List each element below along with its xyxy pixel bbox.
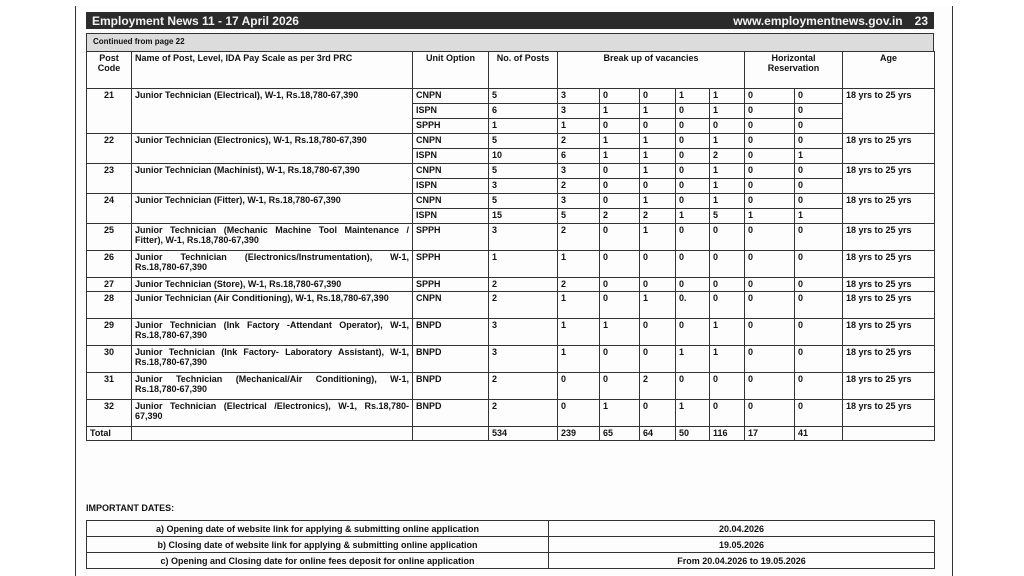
masthead-website: www.employmentnews.gov.in bbox=[733, 13, 903, 28]
posts-cell: 2 bbox=[489, 373, 558, 400]
breakup-cell: 0 bbox=[710, 224, 745, 251]
header-age: Age bbox=[843, 52, 935, 89]
important-dates-title: IMPORTANT DATES: bbox=[86, 503, 175, 513]
post-code-cell: 26 bbox=[87, 251, 132, 278]
breakup-cell: 1 bbox=[600, 104, 640, 119]
horizontal-cell: 0 bbox=[795, 104, 843, 119]
total-label: Total bbox=[87, 427, 132, 441]
vacancy-table bbox=[86, 51, 935, 441]
empty-cell bbox=[843, 427, 935, 441]
post-code-cell: 28 bbox=[87, 292, 132, 319]
table-row bbox=[87, 400, 935, 427]
breakup-cell: 1 bbox=[640, 194, 676, 209]
breakup-cell: 0 bbox=[600, 373, 640, 400]
age-cell: 18 yrs to 25 yrs bbox=[843, 319, 935, 346]
unit-option-cell: SPPH bbox=[413, 278, 489, 292]
total-value: 50 bbox=[676, 427, 710, 441]
horizontal-cell: 0 bbox=[745, 149, 795, 164]
breakup-cell: 0 bbox=[600, 194, 640, 209]
unit-option-cell: BNPD bbox=[413, 400, 489, 427]
post-code-cell: 31 bbox=[87, 373, 132, 400]
unit-option-cell: SPPH bbox=[413, 224, 489, 251]
post-name-cell: Junior Technician (Ink Factory- Laboratory Assistant), W-1, Rs.18,780-67,390 bbox=[132, 346, 413, 373]
breakup-cell: 0 bbox=[558, 400, 600, 427]
post-code-cell: 21 bbox=[87, 89, 132, 134]
unit-option-cell: CNPN bbox=[413, 292, 489, 319]
table-row bbox=[87, 224, 935, 251]
empty-cell bbox=[132, 427, 413, 441]
breakup-cell: 0. bbox=[676, 292, 710, 319]
posts-cell: 2 bbox=[489, 400, 558, 427]
breakup-cell: 1 bbox=[676, 209, 710, 224]
horizontal-cell: 1 bbox=[795, 209, 843, 224]
date-row bbox=[87, 521, 935, 537]
breakup-cell: 2 bbox=[558, 278, 600, 292]
breakup-cell: 0 bbox=[640, 346, 676, 373]
breakup-cell: 1 bbox=[710, 194, 745, 209]
header-post-code: Post Code bbox=[87, 52, 132, 89]
breakup-cell: 3 bbox=[558, 104, 600, 119]
breakup-cell: 0 bbox=[600, 179, 640, 194]
post-name-cell: Junior Technician (Mechanic Machine Tool Maintenance / Fitter), W-1, Rs.18,780-67,390 bbox=[132, 224, 413, 251]
breakup-cell: 2 bbox=[558, 134, 600, 149]
important-dates-table bbox=[86, 520, 935, 569]
page-number: 23 bbox=[914, 13, 928, 28]
breakup-cell: 0 bbox=[710, 292, 745, 319]
post-name-cell: Junior Technician (Mechanical/Air Conditioning), W-1, Rs.18,780-67,390 bbox=[132, 373, 413, 400]
horizontal-cell: 0 bbox=[745, 373, 795, 400]
unit-option-cell: BNPD bbox=[413, 319, 489, 346]
breakup-cell: 0 bbox=[640, 319, 676, 346]
table-row bbox=[87, 134, 935, 149]
breakup-cell: 1 bbox=[558, 119, 600, 134]
breakup-cell: 1 bbox=[558, 346, 600, 373]
breakup-cell: 2 bbox=[558, 224, 600, 251]
breakup-cell: 0 bbox=[710, 278, 745, 292]
breakup-cell: 2 bbox=[600, 209, 640, 224]
post-code-cell: 27 bbox=[87, 278, 132, 292]
unit-option-cell: CNPN bbox=[413, 89, 489, 104]
horizontal-cell: 0 bbox=[745, 224, 795, 251]
posts-cell: 2 bbox=[489, 278, 558, 292]
horizontal-cell: 1 bbox=[795, 149, 843, 164]
post-code-cell: 23 bbox=[87, 164, 132, 194]
breakup-cell: 1 bbox=[710, 179, 745, 194]
horizontal-cell: 0 bbox=[745, 194, 795, 209]
post-name-cell: Junior Technician (Ink Factory -Attendant Operator), W-1, Rs.18,780-67,390 bbox=[132, 319, 413, 346]
horizontal-cell: 0 bbox=[795, 89, 843, 104]
post-name-cell: Junior Technician (Electrical /Electronics), W-1, Rs.18,780-67,390 bbox=[132, 400, 413, 427]
breakup-cell: 0 bbox=[640, 119, 676, 134]
horizontal-cell: 0 bbox=[745, 400, 795, 427]
breakup-cell: 1 bbox=[640, 292, 676, 319]
total-value: 239 bbox=[558, 427, 600, 441]
date-value: 19.05.2026 bbox=[549, 537, 935, 553]
breakup-cell: 1 bbox=[710, 134, 745, 149]
breakup-cell: 1 bbox=[676, 400, 710, 427]
breakup-cell: 0 bbox=[710, 373, 745, 400]
breakup-cell: 1 bbox=[710, 346, 745, 373]
age-cell: 18 yrs to 25 yrs bbox=[843, 346, 935, 373]
unit-option-cell: ISPN bbox=[413, 179, 489, 194]
date-row bbox=[87, 537, 935, 553]
date-value: From 20.04.2026 to 19.05.2026 bbox=[549, 553, 935, 569]
header-breakup: Break up of vacancies bbox=[558, 52, 745, 89]
breakup-cell: 0 bbox=[676, 164, 710, 179]
breakup-cell: 3 bbox=[558, 164, 600, 179]
breakup-cell: 1 bbox=[640, 134, 676, 149]
unit-option-cell: SPPH bbox=[413, 251, 489, 278]
breakup-cell: 0 bbox=[640, 251, 676, 278]
breakup-cell: 0 bbox=[676, 134, 710, 149]
breakup-cell: 0 bbox=[640, 179, 676, 194]
posts-cell: 5 bbox=[489, 134, 558, 149]
masthead bbox=[86, 12, 934, 29]
breakup-cell: 1 bbox=[640, 164, 676, 179]
horizontal-cell: 0 bbox=[795, 400, 843, 427]
unit-option-cell: ISPN bbox=[413, 209, 489, 224]
posts-cell: 5 bbox=[489, 89, 558, 104]
breakup-cell: 0 bbox=[600, 278, 640, 292]
post-name-cell: Junior Technician (Air Conditioning), W-1, Rs.18,780-67,390 bbox=[132, 292, 413, 319]
posts-cell: 6 bbox=[489, 104, 558, 119]
posts-cell: 3 bbox=[489, 179, 558, 194]
header-horizontal: Horizontal Reservation bbox=[745, 52, 843, 89]
horizontal-cell: 0 bbox=[745, 104, 795, 119]
horizontal-cell: 0 bbox=[795, 251, 843, 278]
age-cell: 18 yrs to 25 yrs bbox=[843, 373, 935, 400]
breakup-cell: 3 bbox=[558, 89, 600, 104]
breakup-cell: 1 bbox=[640, 224, 676, 251]
breakup-cell: 0 bbox=[676, 104, 710, 119]
breakup-cell: 1 bbox=[600, 134, 640, 149]
post-code-cell: 29 bbox=[87, 319, 132, 346]
posts-cell: 5 bbox=[489, 164, 558, 179]
breakup-cell: 2 bbox=[710, 149, 745, 164]
breakup-cell: 3 bbox=[558, 194, 600, 209]
continued-note: Continued from page 22 bbox=[86, 33, 934, 51]
age-cell: 18 yrs to 25 yrs bbox=[843, 89, 935, 134]
posts-cell: 3 bbox=[489, 346, 558, 373]
table-row bbox=[87, 89, 935, 104]
horizontal-cell: 0 bbox=[745, 292, 795, 319]
breakup-cell: 0 bbox=[600, 224, 640, 251]
breakup-cell: 0 bbox=[710, 251, 745, 278]
horizontal-cell: 0 bbox=[795, 179, 843, 194]
breakup-cell: 6 bbox=[558, 149, 600, 164]
breakup-cell: 1 bbox=[710, 104, 745, 119]
horizontal-cell: 0 bbox=[745, 319, 795, 346]
table-body bbox=[87, 89, 935, 441]
breakup-cell: 1 bbox=[710, 319, 745, 346]
horizontal-cell: 0 bbox=[795, 194, 843, 209]
horizontal-cell: 0 bbox=[795, 278, 843, 292]
breakup-cell: 2 bbox=[558, 179, 600, 194]
post-code-cell: 24 bbox=[87, 194, 132, 224]
horizontal-cell: 0 bbox=[795, 346, 843, 373]
breakup-cell: 0 bbox=[600, 164, 640, 179]
breakup-cell: 0 bbox=[710, 119, 745, 134]
breakup-cell: 0 bbox=[676, 251, 710, 278]
total-value: 116 bbox=[710, 427, 745, 441]
post-code-cell: 32 bbox=[87, 400, 132, 427]
age-cell: 18 yrs to 25 yrs bbox=[843, 251, 935, 278]
age-cell: 18 yrs to 25 yrs bbox=[843, 224, 935, 251]
breakup-cell: 5 bbox=[558, 209, 600, 224]
horizontal-cell: 0 bbox=[795, 164, 843, 179]
table-row bbox=[87, 373, 935, 400]
age-cell: 18 yrs to 25 yrs bbox=[843, 292, 935, 319]
breakup-cell: 0 bbox=[640, 89, 676, 104]
post-name-cell: Junior Technician (Fitter), W-1, Rs.18,780-67,390 bbox=[132, 194, 413, 224]
breakup-cell: 0 bbox=[640, 278, 676, 292]
post-name-cell: Junior Technician (Electronics), W-1, Rs.18,780-67,390 bbox=[132, 134, 413, 164]
unit-option-cell: CNPN bbox=[413, 164, 489, 179]
horizontal-cell: 0 bbox=[745, 164, 795, 179]
breakup-cell: 2 bbox=[640, 209, 676, 224]
header-posts: No. of Posts bbox=[489, 52, 558, 89]
age-cell: 18 yrs to 25 yrs bbox=[843, 278, 935, 292]
breakup-cell: 0 bbox=[600, 292, 640, 319]
horizontal-cell: 0 bbox=[745, 251, 795, 278]
breakup-cell: 5 bbox=[710, 209, 745, 224]
breakup-cell: 0 bbox=[676, 149, 710, 164]
date-row bbox=[87, 553, 935, 569]
total-value: 64 bbox=[640, 427, 676, 441]
breakup-cell: 0 bbox=[676, 278, 710, 292]
posts-cell: 1 bbox=[489, 119, 558, 134]
total-value: 17 bbox=[745, 427, 795, 441]
breakup-cell: 0 bbox=[676, 224, 710, 251]
post-name-cell: Junior Technician (Electronics/Instrumentation), W-1, Rs.18,780-67,390 bbox=[132, 251, 413, 278]
breakup-cell: 0 bbox=[600, 251, 640, 278]
date-label: c) Opening and Closing date for online fees deposit for online application bbox=[87, 553, 549, 569]
horizontal-cell: 0 bbox=[745, 134, 795, 149]
breakup-cell: 1 bbox=[640, 149, 676, 164]
horizontal-cell: 0 bbox=[745, 346, 795, 373]
posts-cell: 2 bbox=[489, 292, 558, 319]
unit-option-cell: SPPH bbox=[413, 119, 489, 134]
horizontal-cell: 0 bbox=[795, 119, 843, 134]
unit-option-cell: ISPN bbox=[413, 104, 489, 119]
breakup-cell: 0 bbox=[710, 400, 745, 427]
breakup-cell: 1 bbox=[710, 164, 745, 179]
horizontal-cell: 0 bbox=[745, 119, 795, 134]
age-cell: 18 yrs to 25 yrs bbox=[843, 134, 935, 164]
table-row bbox=[87, 319, 935, 346]
total-row bbox=[87, 427, 935, 441]
horizontal-cell: 0 bbox=[745, 278, 795, 292]
breakup-cell: 0 bbox=[676, 194, 710, 209]
breakup-cell: 1 bbox=[600, 319, 640, 346]
table-row bbox=[87, 292, 935, 319]
empty-cell bbox=[413, 427, 489, 441]
total-value: 65 bbox=[600, 427, 640, 441]
age-cell: 18 yrs to 25 yrs bbox=[843, 400, 935, 427]
breakup-cell: 1 bbox=[600, 149, 640, 164]
posts-cell: 10 bbox=[489, 149, 558, 164]
breakup-cell: 1 bbox=[676, 346, 710, 373]
breakup-cell: 0 bbox=[640, 400, 676, 427]
posts-cell: 5 bbox=[489, 194, 558, 209]
posts-cell: 1 bbox=[489, 251, 558, 278]
horizontal-cell: 0 bbox=[745, 179, 795, 194]
breakup-cell: 0 bbox=[676, 179, 710, 194]
table-row bbox=[87, 346, 935, 373]
post-code-cell: 22 bbox=[87, 134, 132, 164]
breakup-cell: 1 bbox=[558, 292, 600, 319]
breakup-cell: 1 bbox=[558, 251, 600, 278]
breakup-cell: 0 bbox=[558, 373, 600, 400]
age-cell: 18 yrs to 25 yrs bbox=[843, 164, 935, 194]
breakup-cell: 0 bbox=[676, 119, 710, 134]
header-name: Name of Post, Level, IDA Pay Scale as per 3rd PRC bbox=[132, 52, 413, 89]
breakup-cell: 0 bbox=[676, 319, 710, 346]
breakup-cell: 1 bbox=[600, 400, 640, 427]
horizontal-cell: 0 bbox=[795, 134, 843, 149]
post-name-cell: Junior Technician (Electrical), W-1, Rs.18,780-67,390 bbox=[132, 89, 413, 134]
breakup-cell: 1 bbox=[710, 89, 745, 104]
newspaper-page bbox=[75, 6, 953, 576]
breakup-cell: 2 bbox=[640, 373, 676, 400]
unit-option-cell: BNPD bbox=[413, 346, 489, 373]
breakup-cell: 0 bbox=[600, 346, 640, 373]
header-unit: Unit Option bbox=[413, 52, 489, 89]
breakup-cell: 0 bbox=[600, 89, 640, 104]
horizontal-cell: 0 bbox=[795, 292, 843, 319]
post-name-cell: Junior Technician (Store), W-1, Rs.18,780-67,390 bbox=[132, 278, 413, 292]
post-code-cell: 25 bbox=[87, 224, 132, 251]
unit-option-cell: CNPN bbox=[413, 134, 489, 149]
breakup-cell: 1 bbox=[640, 104, 676, 119]
total-value: 41 bbox=[795, 427, 843, 441]
table-row bbox=[87, 278, 935, 292]
breakup-cell: 0 bbox=[600, 119, 640, 134]
unit-option-cell: CNPN bbox=[413, 194, 489, 209]
unit-option-cell: BNPD bbox=[413, 373, 489, 400]
posts-cell: 3 bbox=[489, 319, 558, 346]
horizontal-cell: 0 bbox=[795, 224, 843, 251]
horizontal-cell: 1 bbox=[745, 209, 795, 224]
date-label: b) Closing date of website link for applying & submitting online application bbox=[87, 537, 549, 553]
horizontal-cell: 0 bbox=[795, 373, 843, 400]
breakup-cell: 1 bbox=[558, 319, 600, 346]
age-cell: 18 yrs to 25 yrs bbox=[843, 194, 935, 224]
total-value: 534 bbox=[489, 427, 558, 441]
breakup-cell: 1 bbox=[676, 89, 710, 104]
horizontal-cell: 0 bbox=[795, 319, 843, 346]
breakup-cell: 0 bbox=[676, 373, 710, 400]
masthead-title: Employment News 11 - 17 April 2026 bbox=[92, 13, 299, 28]
date-value: 20.04.2026 bbox=[549, 521, 935, 537]
date-label: a) Opening date of website link for applying & submitting online application bbox=[87, 521, 549, 537]
post-code-cell: 30 bbox=[87, 346, 132, 373]
table-row bbox=[87, 194, 935, 209]
posts-cell: 15 bbox=[489, 209, 558, 224]
horizontal-cell: 0 bbox=[745, 89, 795, 104]
post-name-cell: Junior Technician (Machinist), W-1, Rs.18,780-67,390 bbox=[132, 164, 413, 194]
table-row bbox=[87, 164, 935, 179]
table-row bbox=[87, 251, 935, 278]
posts-cell: 3 bbox=[489, 224, 558, 251]
unit-option-cell: ISPN bbox=[413, 149, 489, 164]
